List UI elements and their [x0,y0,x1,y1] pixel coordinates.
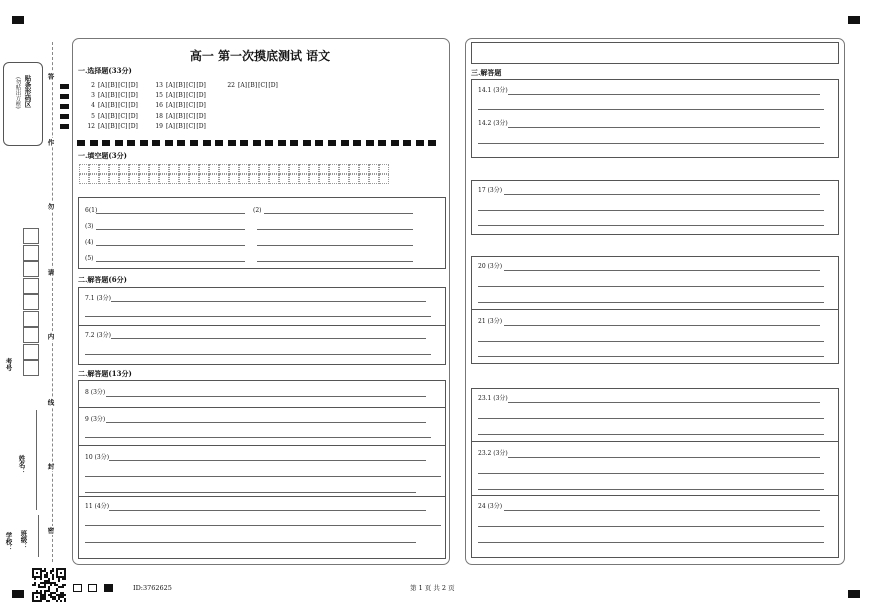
choice-bubble[interactable]: [A] [166,92,176,100]
answer-line[interactable] [478,526,824,527]
fill-cell[interactable] [199,174,209,184]
fill-label: (2) [253,207,262,214]
fill-cell[interactable] [309,164,319,174]
class-label: 班级： [19,530,28,550]
answer-line[interactable] [504,510,820,511]
choice-row [153,83,207,89]
barcode-sub: (勿贴出方框) [14,77,21,109]
choice-bubble[interactable]: [A] [238,82,248,89]
question-label: 9 (3分) [85,416,106,423]
fill-cell[interactable] [119,164,129,174]
fill-cell[interactable] [239,174,249,184]
answer-line[interactable] [478,473,824,474]
corner-mark [848,590,860,598]
answer-line[interactable] [504,270,820,271]
exam-number-cell[interactable] [23,278,39,294]
seal-char: 答 [46,73,55,80]
exam-number-cell[interactable] [23,360,39,376]
fill-cell[interactable] [209,174,219,184]
question-number: 19 [155,122,163,130]
fill-cell[interactable] [189,174,199,184]
corner-mark [12,590,24,598]
separator-bar [177,140,185,146]
choice-bubble[interactable]: [B] [176,82,186,89]
seal-line [52,42,53,562]
answer-line[interactable] [478,489,824,490]
answer-line[interactable] [111,301,426,302]
answer-line[interactable] [109,460,426,461]
answer-line[interactable] [257,229,413,230]
choice-bubble[interactable]: [B] [108,112,118,120]
question-number: 22 [227,82,235,89]
barcode-label: 贴条形码区 [23,75,32,108]
answer-line[interactable] [85,437,431,438]
answer-line[interactable] [257,245,413,246]
fill-cell[interactable] [179,164,189,174]
exam-number-cell[interactable] [23,294,39,310]
fill-cell[interactable] [219,164,229,174]
fill-cell[interactable] [219,174,229,184]
fill-cell[interactable] [189,164,199,174]
choice-bubble[interactable]: [C] [186,112,196,120]
fill-cell[interactable] [259,174,269,184]
separator-bar [315,140,323,146]
question-label: 11 (4分) [85,503,110,510]
seal-char: 勿 [46,203,55,210]
separator-bar [253,140,261,146]
separator-bar [102,140,110,146]
header-box [471,42,839,64]
choice-bubble[interactable]: [A] [98,82,108,89]
choice-row [225,83,279,89]
marker [60,84,69,89]
question-number: 3 [91,92,95,100]
choice-bubble[interactable]: [B] [176,92,186,100]
choice-row [153,124,207,130]
corner-mark [12,16,24,24]
page-title: 高一 第一次摸底测试 语文 [189,49,331,63]
choice-bubble[interactable]: [C] [118,82,128,89]
separator-bar [127,140,135,146]
name-label: 姓名： [17,455,26,475]
answer-line[interactable] [96,245,245,246]
fill-cell[interactable] [139,164,149,174]
choice-row [153,114,207,120]
choice-bubble[interactable]: [C] [118,122,128,130]
answer-line[interactable] [85,316,431,317]
choice-bubble[interactable]: [B] [108,82,118,89]
choice-bubble[interactable]: [C] [258,82,268,89]
fill-cell[interactable] [259,164,269,174]
fill-cell[interactable] [169,174,179,184]
footer-square-icon [104,584,113,592]
question-number: 2 [91,82,95,89]
fill-cell[interactable] [109,174,119,184]
fill-cell[interactable] [199,164,209,174]
choice-bubble[interactable]: [C] [118,112,128,120]
page-number: 第 1 页 共 2 页 [410,584,455,592]
question-label: 17 (3分) [478,187,503,194]
choice-bubble[interactable]: [D] [196,122,206,130]
answer-line[interactable] [478,434,824,435]
exam-number-cell[interactable] [23,245,39,261]
choice-bubble[interactable]: [B] [176,102,186,110]
section-answer3-heading: 三.解答题 [471,68,502,77]
answer-line[interactable] [85,354,431,355]
separator-bar [290,140,298,146]
answer-line[interactable] [508,402,820,403]
box-divider [78,445,445,446]
question-label: 14.1 (3分) [478,87,508,94]
choice-bubble[interactable]: [C] [186,102,196,110]
seal-char: 线 [46,399,55,406]
fill-cell[interactable] [249,174,259,184]
fill-cell[interactable] [119,174,129,184]
barcode-area [3,62,43,146]
fill-cell[interactable] [239,164,249,174]
separator-bar [190,140,198,146]
box-divider [471,309,838,310]
question-label: 7.2 (3分) [85,332,111,339]
answer-line[interactable] [96,229,245,230]
footer-square-icon [88,584,97,592]
fill-cell[interactable] [139,174,149,184]
marker [60,114,69,119]
answer-line[interactable] [111,338,426,339]
fill-cell[interactable] [89,174,99,184]
separator-bar [77,140,85,146]
separator-bar [278,140,286,146]
separator-bar [428,140,436,146]
question-number: 5 [91,112,95,120]
answer-line[interactable] [478,302,824,303]
choice-bubble[interactable]: [A] [166,102,176,110]
paper-id: ID:3762625 [133,584,172,592]
fill-cell[interactable] [329,174,339,184]
choice-bubble[interactable]: [A] [98,122,108,130]
answer-line[interactable] [478,225,824,226]
fill-cell[interactable] [319,164,329,174]
answer-line[interactable] [106,396,426,397]
separator-bar [265,140,273,146]
choice-bubble[interactable]: [D] [196,102,206,110]
fill-cell[interactable] [319,174,329,184]
choice-bubble[interactable]: [D] [128,112,138,120]
fill-cell[interactable] [129,164,139,174]
fill-cell[interactable] [379,174,389,184]
seal-char: 请 [46,269,55,276]
seal-char: 作 [46,139,55,146]
box-divider [471,441,838,442]
answer-line[interactable] [508,94,820,95]
fill-cell[interactable] [129,174,139,184]
separator-bar [416,140,424,146]
fill-cell[interactable] [369,164,379,174]
separator-bar [228,140,236,146]
fill-cell[interactable] [89,164,99,174]
separator-bar [378,140,386,146]
choice-bubble[interactable]: [B] [108,92,118,100]
fill-cell[interactable] [359,174,369,184]
question-label: 7.1 (3分) [85,295,111,302]
kaohao-label: 考号 [4,358,13,371]
separator-bar [90,140,98,146]
answer-line[interactable] [478,356,824,357]
section-fill-heading: 一.填空题(3分) [78,151,127,160]
school-label: 学校： [4,532,13,552]
seal-char: 封 [46,463,55,470]
answer-box-17 [471,180,839,235]
fill-cell[interactable] [299,174,309,184]
fill-cell[interactable] [229,164,239,174]
choice-bubble[interactable]: [B] [176,112,186,120]
seal-char: 内 [46,333,55,340]
corner-mark [848,16,860,24]
fill-cell[interactable] [79,174,89,184]
separator-bar [391,140,399,146]
choice-bubble[interactable]: [C] [186,122,196,130]
marker [60,94,69,99]
choice-bubble[interactable]: [B] [176,122,186,130]
fill-cell[interactable] [349,174,359,184]
separator-bar [353,140,361,146]
choice-bubble[interactable]: [A] [98,92,108,100]
fill-label: (5) [85,255,94,262]
answer-line[interactable] [508,127,820,128]
question-label: 10 (3分) [85,454,110,461]
fill-cell[interactable] [269,174,279,184]
question-number: 15 [155,92,163,100]
separator-bar [140,140,148,146]
fill-cell[interactable] [359,164,369,174]
question-label: 8 (3分) [85,389,106,396]
exam-number-cell[interactable] [23,327,39,343]
choice-bubble[interactable]: [B] [248,82,258,89]
fill-label: (3) [85,223,94,230]
separator-bar [403,140,411,146]
answer-line[interactable] [478,286,824,287]
answer-line[interactable] [508,457,820,458]
answer-line[interactable] [478,418,824,419]
answer-line[interactable] [109,510,426,511]
question-label: 23.2 (3分) [478,450,508,457]
fill-label: 6(1) [85,207,98,214]
exam-number-cell[interactable] [23,261,39,277]
answer-line[interactable] [478,143,824,144]
fill-cell[interactable] [149,164,159,174]
fill-cell[interactable] [79,164,89,174]
choice-bubble[interactable]: [A] [166,82,176,89]
exam-number-cell[interactable] [23,344,39,360]
seal-char: 密 [46,527,55,534]
answer-line[interactable] [96,261,245,262]
answer-line[interactable] [504,194,820,195]
question-label: 24 (3分) [478,503,503,510]
box-divider [78,496,445,497]
choice-bubble[interactable]: [D] [128,122,138,130]
answer-line[interactable] [478,109,824,110]
fill-box [78,197,446,269]
fill-cell[interactable] [289,164,299,174]
choice-row [85,114,139,120]
choice-row [85,93,139,99]
answer-line[interactable] [478,210,824,211]
fill-cell[interactable] [299,164,309,174]
fill-cell[interactable] [369,174,379,184]
question-number: 16 [155,102,163,110]
separator-bar [165,140,173,146]
question-number: 4 [91,102,95,110]
answer-box-20-21 [471,256,839,364]
fill-cell[interactable] [169,164,179,174]
question-label: 23.1 (3分) [478,395,508,402]
answer-line[interactable] [478,542,824,543]
fill-cell[interactable] [209,164,219,174]
choice-bubble[interactable]: [A] [98,102,108,110]
choice-bubble[interactable]: [C] [118,92,128,100]
marker [60,124,69,129]
separator-bar [303,140,311,146]
choice-bubble[interactable]: [C] [186,82,196,89]
fill-cell[interactable] [229,174,239,184]
choice-bubble[interactable]: [D] [128,82,138,89]
answer-line[interactable] [257,261,413,262]
answer-line[interactable] [504,325,820,326]
fill-cell[interactable] [289,174,299,184]
choice-bubble[interactable]: [A] [98,112,108,120]
footer-square-icon [73,584,82,592]
answer-line[interactable] [85,492,416,493]
section-choice-heading: 一.选择题(33分) [78,66,132,75]
section-answer1-heading: 二.解答题(6分) [78,275,127,284]
separator-bar [152,140,160,146]
box-divider [78,407,445,408]
question-number: 13 [155,82,163,89]
choice-bubble[interactable]: [A] [166,112,176,120]
choice-bubble[interactable]: [B] [108,122,118,130]
choice-bubble[interactable]: [B] [108,102,118,110]
choice-bubble[interactable]: [C] [186,92,196,100]
fill-cell[interactable] [99,174,109,184]
choice-row [153,103,207,109]
separator-bar [115,140,123,146]
fill-cell[interactable] [279,164,289,174]
choice-row [85,103,139,109]
box-divider [471,495,838,496]
fill-cell[interactable] [109,164,119,174]
fill-cell[interactable] [279,174,289,184]
fill-cell[interactable] [339,174,349,184]
choice-row [85,83,139,89]
fill-cell[interactable] [339,164,349,174]
answer-line[interactable] [85,525,441,526]
fill-cell[interactable] [99,164,109,174]
choice-bubble[interactable]: [D] [196,112,206,120]
answer-line[interactable] [96,213,245,214]
fill-cell[interactable] [149,174,159,184]
exam-number-cell[interactable] [23,311,39,327]
fill-label: (4) [85,239,94,246]
choice-bubble[interactable]: [D] [196,82,206,89]
answer-line[interactable] [264,213,413,214]
question-label: 20 (3分) [478,263,503,270]
choice-row [85,124,139,130]
fill-cell[interactable] [249,164,259,174]
choice-bubble[interactable]: [D] [196,92,206,100]
question-number: 12 [87,122,95,130]
question-label: 21 (3分) [478,318,503,325]
question-label: 14.2 (3分) [478,120,508,127]
fill-cell[interactable] [179,174,189,184]
answer-line[interactable] [106,422,426,423]
separator-bar [328,140,336,146]
name-line [36,410,37,510]
choice-bubble[interactable]: [C] [118,102,128,110]
separator-bar [240,140,248,146]
separator-bar [341,140,349,146]
answer-line[interactable] [85,542,416,543]
fill-cell[interactable] [379,164,389,174]
answer-box-14 [471,79,839,158]
exam-number-cell[interactable] [23,228,39,244]
fill-cell[interactable] [329,164,339,174]
choice-row [153,93,207,99]
class-line [38,515,39,557]
fill-cell[interactable] [269,164,279,174]
fill-cell[interactable] [159,174,169,184]
fill-cell[interactable] [159,164,169,174]
fill-cell[interactable] [349,164,359,174]
section-answer2-heading: 二.解答题(13分) [78,369,132,378]
qr-code-icon [32,568,66,602]
answer-line[interactable] [85,476,441,477]
separator-bar [215,140,223,146]
choice-bubble[interactable]: [D] [128,102,138,110]
choice-bubble[interactable]: [A] [166,122,176,130]
separator-bar [366,140,374,146]
question-number: 18 [155,112,163,120]
box-divider [78,325,445,326]
choice-bubble[interactable]: [D] [128,92,138,100]
choice-bubble[interactable]: [D] [268,82,278,89]
separator-bar [203,140,211,146]
answer-line[interactable] [478,341,824,342]
marker [60,104,69,109]
fill-cell[interactable] [309,174,319,184]
